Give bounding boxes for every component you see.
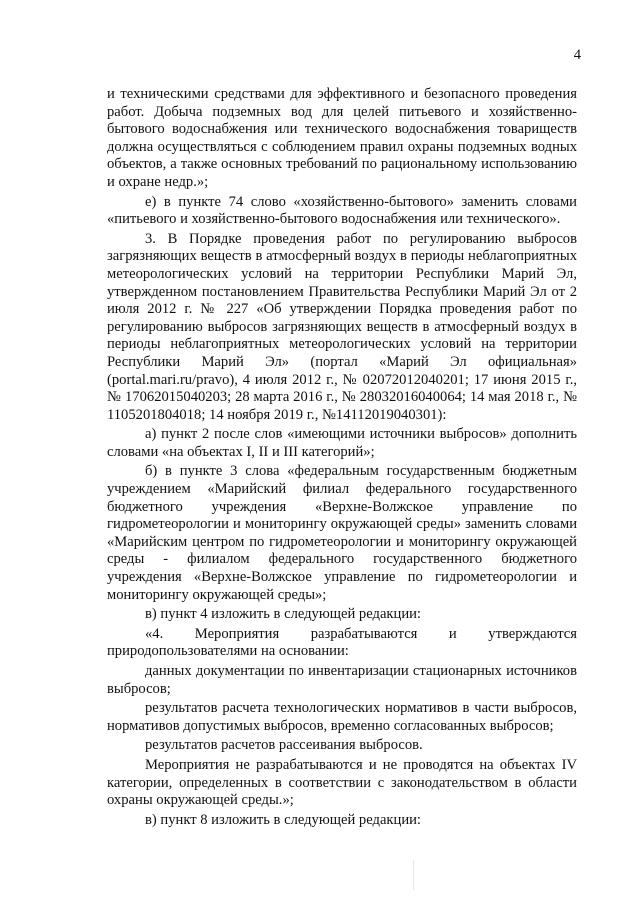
page-number: 4 <box>573 47 581 63</box>
paragraph: а) пункт 2 после слов «имеющими источники выбросов» дополнить словами «на объектах I, II и III категорий»; <box>107 426 577 460</box>
paragraph: «4. Мероприятия разрабатываются и утверждаются природопользователями на основании: <box>107 625 577 660</box>
paragraph: результатов расчетов рассеивания выбросов. <box>145 737 423 754</box>
paragraph: б) в пункте 3 слова «федеральным государственным бюджетным учреждением «Марийский филиал федерального государственного бюджетного учреждения «Верхне-Волжское управление по гидрометеорологии и мониторингу окружающей среды» заменить словами «Марийским центром по гидрометеорологии и мониторингу окружающей среды - филиалом федерального государственного бюджетного учреждения «Верхне-Волжское управление по гидрометеорологии и мониторингу окружающей среды»; <box>107 463 577 603</box>
document-body <box>107 86 577 829</box>
scan-artifact-line <box>413 860 414 890</box>
paragraph: е) в пункте 74 слово «хозяйственно-бытового» заменить словами «питьевого и хозяйственно-бытового водоснабжения или технического». <box>107 193 577 228</box>
paragraph: и техническими средствами для эффективного и безопасного проведения работ. Добыча подземных вод для целей питьевого и хозяйственно-бытового водоснабжения или технического водоснабжения товариществ должна осуществляться с соблюдением правил охраны подземных водных объектов, а также основных требований по рациональному использованию и охране недр.»; <box>107 86 577 190</box>
paragraph: в) пункт 4 изложить в следующей редакции: <box>145 606 421 623</box>
paragraph: 3. В Порядке проведения работ по регулированию выбросов загрязняющих веществ в атмосферный воздух в периоды неблагоприятных метеорологических условий на территории Республики Марий Эл, утвержденном постановлением Правительства Республики Марий Эл от 2 июля 2012 г. № 227 «Об утверждении Порядка проведения работ по регулированию выбросов загрязняющих веществ в атмосферный воздух в периоды неблагоприятных метеорологических условий на территории Республики Марий Эл» (портал «Марий Эл официальная» (portal.mari.ru/pravo), 4 июля 2012 г., № 02072012040201; 17 июня 2015 г., № 17062015040203; 28 марта 2016 г., № 28032016040064; 14 мая 2018 г., № 1105201804018; 14 ноября 2019 г., №14112019040301): <box>107 230 577 423</box>
paragraph: результатов расчета технологических нормативов в части выбросов, нормативов допустимых выбросов, временно согласованных выбросов; <box>107 700 577 734</box>
paragraph: в) пункт 8 изложить в следующей редакции: <box>145 811 421 828</box>
paragraph: Мероприятия не разрабатываются и не проводятся на объектах IV категории, определенных в соответствии с законодательством в области охраны окружающей среды.»; <box>107 756 577 809</box>
paragraph: данных документации по инвентаризации стационарных источников выбросов; <box>107 663 577 697</box>
